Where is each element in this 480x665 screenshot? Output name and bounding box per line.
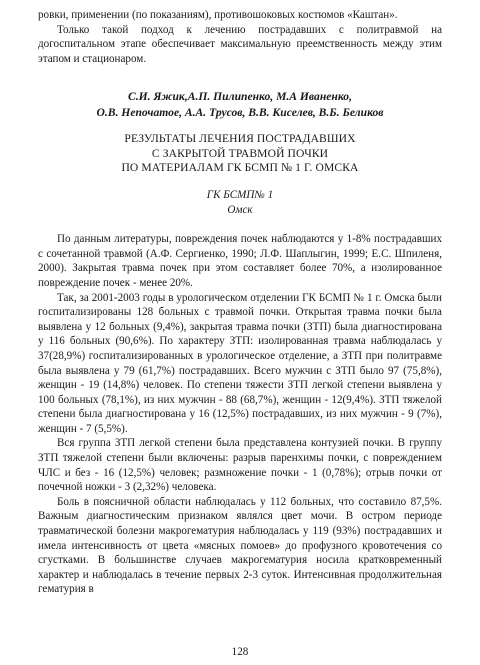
affiliation-institution: ГК БСМП№ 1 [206,188,274,201]
title-line-2: С ЗАКРЫТОЙ ТРАВМОЙ ПОЧКИ [151,146,329,160]
article-title [38,132,442,175]
body-paragraph-4: Боль в поясничной области наблюдалась у 112 больных, что составило 87,5%. Важным диагностическим признаком являлся цвет мочи. В остром периоде травматической болезни макрогематурия наблюдалась у 119 (93%) пострадавших и имела интенсивность от цвета «мясных помоев» до профузного кровотечения со сгустками. В большинстве случаев макрогематурия носила кратковременный характер и наблюдалась в течение первых 2-3 суток. Интенсивная продолжительная гематурия в [38,495,442,596]
body-paragraph-3: Вся группа ЗТП легкой степени была представлена контузией почки. В группу ЗТП тяжелой степени были включены: разрыв паренхимы почки, с повреждением ЧЛС и без - 16 (12,5%) человек; размножение почки - 1 (0,78%); отрыв почки от почечной ножки - 3 (2,32%) человека. [38,437,442,494]
title-line-1: РЕЗУЛЬТАТЫ ЛЕЧЕНИЯ ПОСТРАДАВШИХ [124,132,356,146]
body-paragraph-2: Так, за 2001-2003 годы в урологическом отделении ГК БСМП № 1 г. Омска были госпитализированы 128 больных с травмой почки. Открытая травма почки была выявлена у 12 больных (9,4%), закрытая травма почки (ЗТП) была диагностирована у 116 больных (90,6%). По характеру ЗТП: изолированная травма наблюдалась у 37(28,9%) госпитализированных в урологическое отделение, а ЗТП при политравме была выявлена у 79 (61,7%) пострадавших. Всего мужчин с ЗТП было 97 (75,8%), женщин - 19 (14,8%) человек. По степени тяжести ЗТП легкой степени выявлена у 100 больных (78,1%), из них мужчин - 88 (68,7%), женщин - 12(9,4%). ЗТП тяжелой степени была диагностирована у 16 (12,5%) пострадавших, из них мужчин - 9 (7%), женщин - 7 (5,5%). [38,291,442,435]
article-body [38,232,442,597]
article-authors [38,89,442,121]
title-line-3: ПО МАТЕРИАЛАМ ГК БСМП № 1 Г. ОМСКА [121,160,359,174]
intro-paragraph-2: Только такой подход к лечению пострадавших с политравмой на догоспитальном этапе обеспечивает максимальную преемственность между этим этапом и стационаром. [38,23,442,65]
page-number: 128 [231,646,249,658]
authors-line-1: С.И. Яжик,А.П. Пилипенко, М.А Иваненко, [128,90,352,104]
affiliation-city: Омск [227,203,253,216]
authors-line-2: О.В. Непочатое, А.А. Трусов, В.В. Киселев, В.Б. Беликов [96,106,384,120]
body-paragraph-1: По данным литературы, повреждения почек наблюдаются у 1-8% пострадавших с сочетанной травмой (А.Ф. Сергиенко, 1990; Л.Ф. Шаплыгин, 1999; Е.С. Шпиленя, 2000). Закрытая травма почек при этом составляет более 70%, а изолированное повреждение почек - менее 20%. [38,233,442,289]
article-affiliation [38,188,442,217]
intro-paragraph-1: ровки, применении (по показаниям), противошоковых костюмов «Каштан». [38,9,398,21]
